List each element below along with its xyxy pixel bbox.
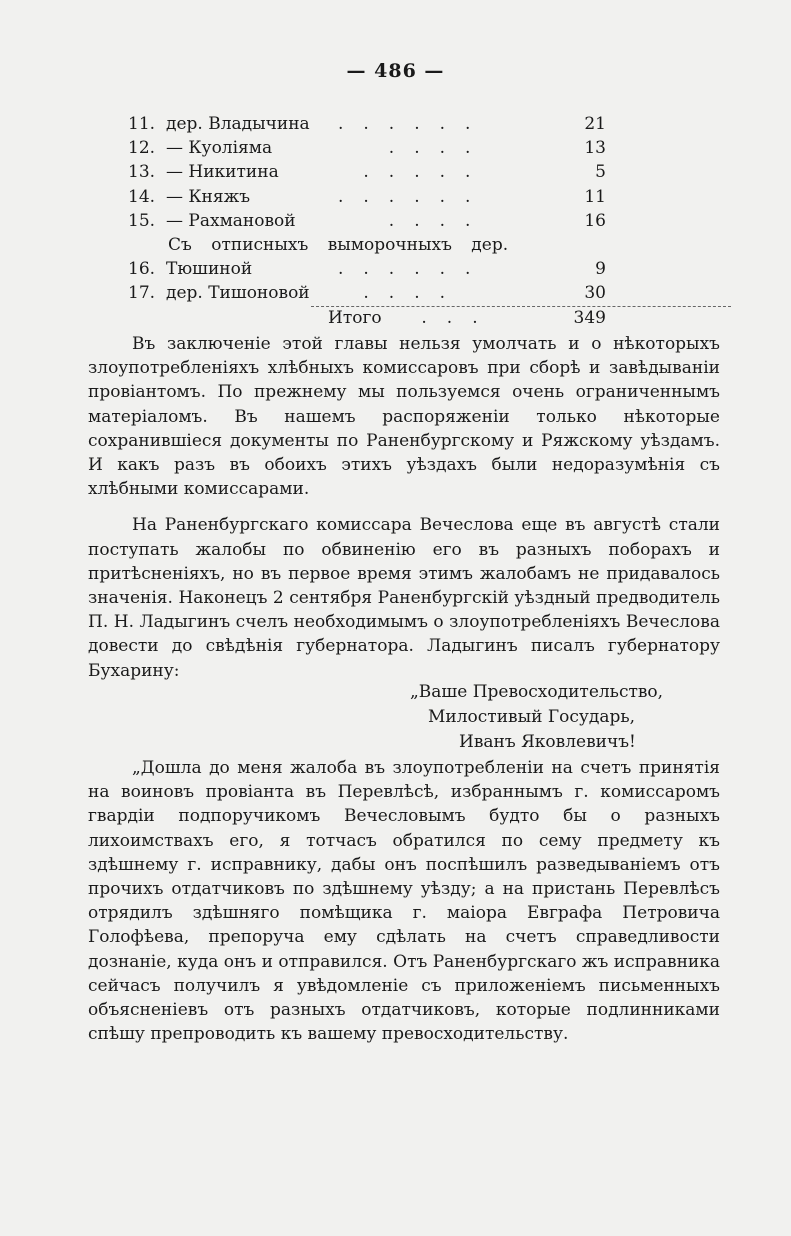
leader-dots: ....	[338, 138, 491, 159]
row-number: 12.	[128, 138, 156, 159]
total-label: Итого	[328, 307, 382, 328]
row-value: 21	[584, 114, 606, 134]
body-text-intro	[88, 332, 720, 683]
tally-row	[128, 160, 618, 184]
paragraph: Въ заключеніе этой главы нельзя умолчать и о нѣкоторыхъ злоупотребленіяхъ хлѣбныхъ комиссаровъ при сборѣ и завѣдываніи провіантомъ. По прежнему мы пользуемся очень ограниченнымъ матеріаломъ. Въ нашемъ распоряженіи только нѣкоторые сохранившіеся документы по Раненбургскому и Ряжскому уѣздамъ. И какъ разъ въ обоихъ этихъ уѣздахъ были недоразумѣнія съ хлѣбными комиссарами.	[88, 334, 720, 500]
leader-dots: .....	[338, 162, 491, 183]
salutation-line: Иванъ Яковлевичъ!	[459, 732, 636, 752]
letter-body	[88, 756, 720, 1046]
row-value: 13	[584, 138, 606, 159]
note-text: Съ отписныхъ выморочныхъ дер.	[168, 234, 509, 255]
tally-total-row	[128, 306, 618, 330]
leader-dots: ......	[338, 259, 491, 280]
leader-dots: ....	[338, 210, 491, 231]
leader-dots: ......	[338, 114, 491, 134]
tally-row	[128, 257, 618, 281]
page-number: — 486 —	[346, 60, 445, 82]
letter-paragraph: „Дошла до меня жалоба въ злоупотребленіи на счетъ принятія на воиновъ провіанта въ Перевлѣсѣ, избраннымъ г. комиссаромъ гвардіи подпоручикомъ Вечесловымъ будто бы о разныхъ лихоимствахъ его, я тотчасъ обратился по сему предмету къ здѣшнему г. исправнику, дабы онъ поспѣшилъ разведываніемъ отъ прочихъ отдатчиковъ по здѣшнему уѣзду; а на пристань Перевлѣсъ отрядилъ здѣшняго помѣщика г. маіора Евграфа Петровича Голофѣева, препоруча ему сдѣлать на счетъ справедливости дознаніе, куда онъ и отправился. Отъ Раненбургскаго жъ исправника сейчасъ получилъ я увѣдомленіе съ приложеніемъ письменныхъ объясненіевъ отъ разныхъ отдатчиковъ, которые подлинниками спѣшу препроводить къ вашему превосходительству.	[88, 758, 720, 1045]
leader-dots: ....	[338, 283, 466, 304]
row-number: 15.	[128, 210, 156, 231]
village-name: — Куоліяма	[166, 138, 273, 159]
row-value: 30	[584, 283, 606, 304]
village-name: дер. Владычина	[166, 114, 310, 134]
row-number: 11.	[128, 114, 156, 134]
salutation-line: Милостивый Государь,	[428, 707, 636, 727]
village-name: дер. Тишоновой	[166, 283, 310, 304]
leader-dots: ...	[396, 307, 498, 328]
row-value: 5	[595, 162, 606, 183]
village-name: — Княжъ	[166, 186, 251, 207]
row-number: 17.	[128, 283, 156, 304]
village-name: Тюшиной	[166, 259, 253, 280]
tally-row	[128, 281, 618, 305]
tally-row	[128, 112, 618, 136]
leader-dots: ......	[338, 186, 491, 207]
row-number: 14.	[128, 186, 156, 207]
tally-note	[128, 233, 618, 257]
village-name: — Никитина	[166, 162, 279, 183]
row-number: 13.	[128, 162, 156, 183]
paragraph: На Раненбургскаго комиссара Вечеслова еще въ августѣ стали поступать жалобы по обвиненію его въ разныхъ поборахъ и притѣсненіяхъ, но въ первое время этимъ жалобамъ не придавалось значенія. Наконецъ 2 сентября Раненбургскій уѣздный предводитель П. Н. Ладыгинъ счелъ необходимымъ о злоупотребленіяхъ Вечеслова довести до свѣдѣнія губернатора. Ладыгинъ писалъ губернатору Бухарину:	[88, 515, 720, 681]
village-name: — Рахмановой	[166, 210, 296, 231]
tally-row	[128, 185, 618, 209]
row-value: 16	[584, 210, 606, 231]
tally-row	[128, 209, 618, 233]
tally-row	[128, 136, 618, 160]
row-value: 11	[584, 186, 606, 207]
village-tally-list	[128, 112, 618, 330]
row-number: 16.	[128, 259, 156, 280]
total-value: 349	[573, 307, 606, 328]
row-value: 9	[595, 259, 606, 280]
salutation-line: „Ваше Превосходительство,	[410, 682, 664, 702]
